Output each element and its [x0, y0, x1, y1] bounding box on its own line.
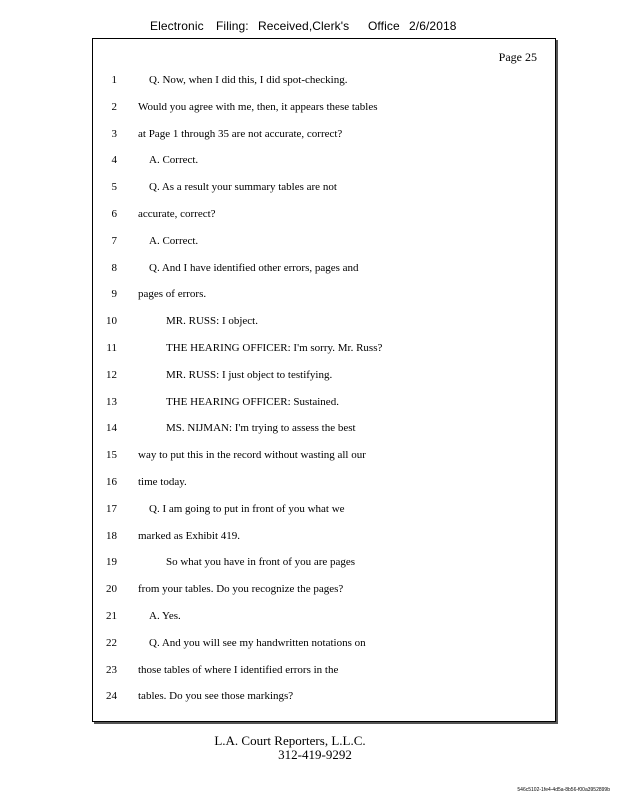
document-id: 546c5102-1fe4-4d5a-8b56-f00a3952899b — [517, 787, 610, 793]
line-text: tables. Do you see those markings? — [138, 690, 294, 703]
filing-header-date: 2/6/2018 — [409, 19, 457, 33]
line-text: MR. RUSS: I just object to testifying. — [166, 368, 333, 381]
line-text: marked as Exhibit 419. — [138, 529, 241, 542]
line-text: A. Correct. — [149, 154, 199, 167]
line-text: Q. And I have identified other errors, pages and — [149, 261, 359, 274]
line-number: 22 — [106, 636, 117, 649]
transcript-line — [93, 208, 555, 224]
line-number: 17 — [106, 502, 117, 515]
transcript-line — [93, 422, 555, 438]
line-number: 2 — [111, 100, 117, 113]
line-text: MS. NIJMAN: I'm trying to assess the best — [166, 422, 356, 435]
line-number: 10 — [106, 315, 117, 328]
line-number: 1 — [111, 74, 117, 86]
transcript-line — [93, 610, 555, 626]
line-text: Q. I am going to put in front of you what we — [149, 502, 345, 515]
transcript-line — [93, 503, 555, 519]
line-number: 14 — [106, 422, 117, 435]
line-text: Q. As a result your summary tables are not — [149, 181, 337, 194]
transcript-line — [93, 637, 555, 653]
transcript-line — [93, 154, 555, 170]
line-text: A. Yes. — [149, 610, 181, 622]
line-text: Q. Now, when I did this, I did spot-checking. — [149, 74, 348, 86]
transcript-page — [92, 38, 556, 722]
line-text: those tables of where I identified errors in the — [138, 663, 339, 676]
transcript-line — [93, 235, 555, 251]
transcript-line — [93, 449, 555, 465]
line-number: 8 — [111, 261, 117, 274]
filing-header-word: Electronic — [150, 19, 204, 33]
line-number: 19 — [106, 556, 117, 569]
court-reporter-phone: 312-419-9292 — [278, 747, 352, 762]
line-number: 12 — [106, 368, 117, 381]
line-text: MR. RUSS: I object. — [166, 315, 258, 328]
line-text: pages of errors. — [138, 288, 207, 301]
transcript-line — [93, 369, 555, 385]
transcript-line — [93, 288, 555, 304]
transcript-line — [93, 396, 555, 412]
line-number: 11 — [106, 342, 117, 354]
transcript-line — [93, 342, 555, 358]
line-text: way to put this in the record without wasting all our — [138, 449, 366, 462]
transcript-line — [93, 556, 555, 572]
line-number: 16 — [106, 476, 117, 488]
line-number: 24 — [106, 690, 117, 703]
line-number: 18 — [106, 529, 117, 542]
filing-header-word: Received,Clerk's — [258, 19, 350, 33]
transcript-line — [93, 101, 555, 117]
line-number: 5 — [111, 181, 117, 194]
transcript-line — [93, 128, 555, 144]
line-number: 6 — [111, 208, 117, 220]
transcript-line — [93, 664, 555, 680]
transcript-line — [93, 181, 555, 197]
transcript-line — [93, 74, 555, 90]
line-text: time today. — [138, 476, 187, 488]
line-text: at Page 1 through 35 are not accurate, correct? — [138, 127, 343, 140]
transcript-line — [93, 262, 555, 278]
line-text: Q. And you will see my handwritten notations on — [149, 636, 366, 649]
filing-header-word: Office — [368, 19, 400, 33]
transcript-line — [93, 315, 555, 331]
line-number: 13 — [106, 395, 117, 408]
line-number: 9 — [111, 288, 117, 301]
line-text: THE HEARING OFFICER: I'm sorry. Mr. Russ? — [166, 342, 383, 354]
line-number: 15 — [106, 449, 117, 462]
line-text: from your tables. Do you recognize the pages? — [138, 583, 344, 596]
line-text: A. Correct. — [149, 234, 199, 247]
line-text: THE HEARING OFFICER: Sustained. — [166, 395, 339, 408]
electronic-filing-header — [150, 19, 457, 33]
line-number: 4 — [111, 154, 117, 167]
court-reporter-name: L.A. Court Reporters, L.L.C. — [214, 733, 366, 748]
filing-header-word: Filing: — [216, 19, 249, 33]
line-number: 3 — [111, 127, 117, 140]
line-text: So what you have in front of you are pages — [166, 556, 356, 569]
transcript-line — [93, 476, 555, 492]
line-number: 23 — [106, 663, 117, 676]
line-number: 20 — [106, 583, 117, 596]
line-number: 7 — [111, 234, 117, 247]
line-number: 21 — [106, 610, 117, 622]
page-number: Page 25 — [498, 50, 537, 64]
transcript-line — [93, 530, 555, 546]
line-text: accurate, correct? — [138, 208, 216, 220]
line-text: Would you agree with me, then, it appears these tables — [138, 100, 378, 113]
transcript-line — [93, 583, 555, 599]
transcript-line — [93, 690, 555, 706]
